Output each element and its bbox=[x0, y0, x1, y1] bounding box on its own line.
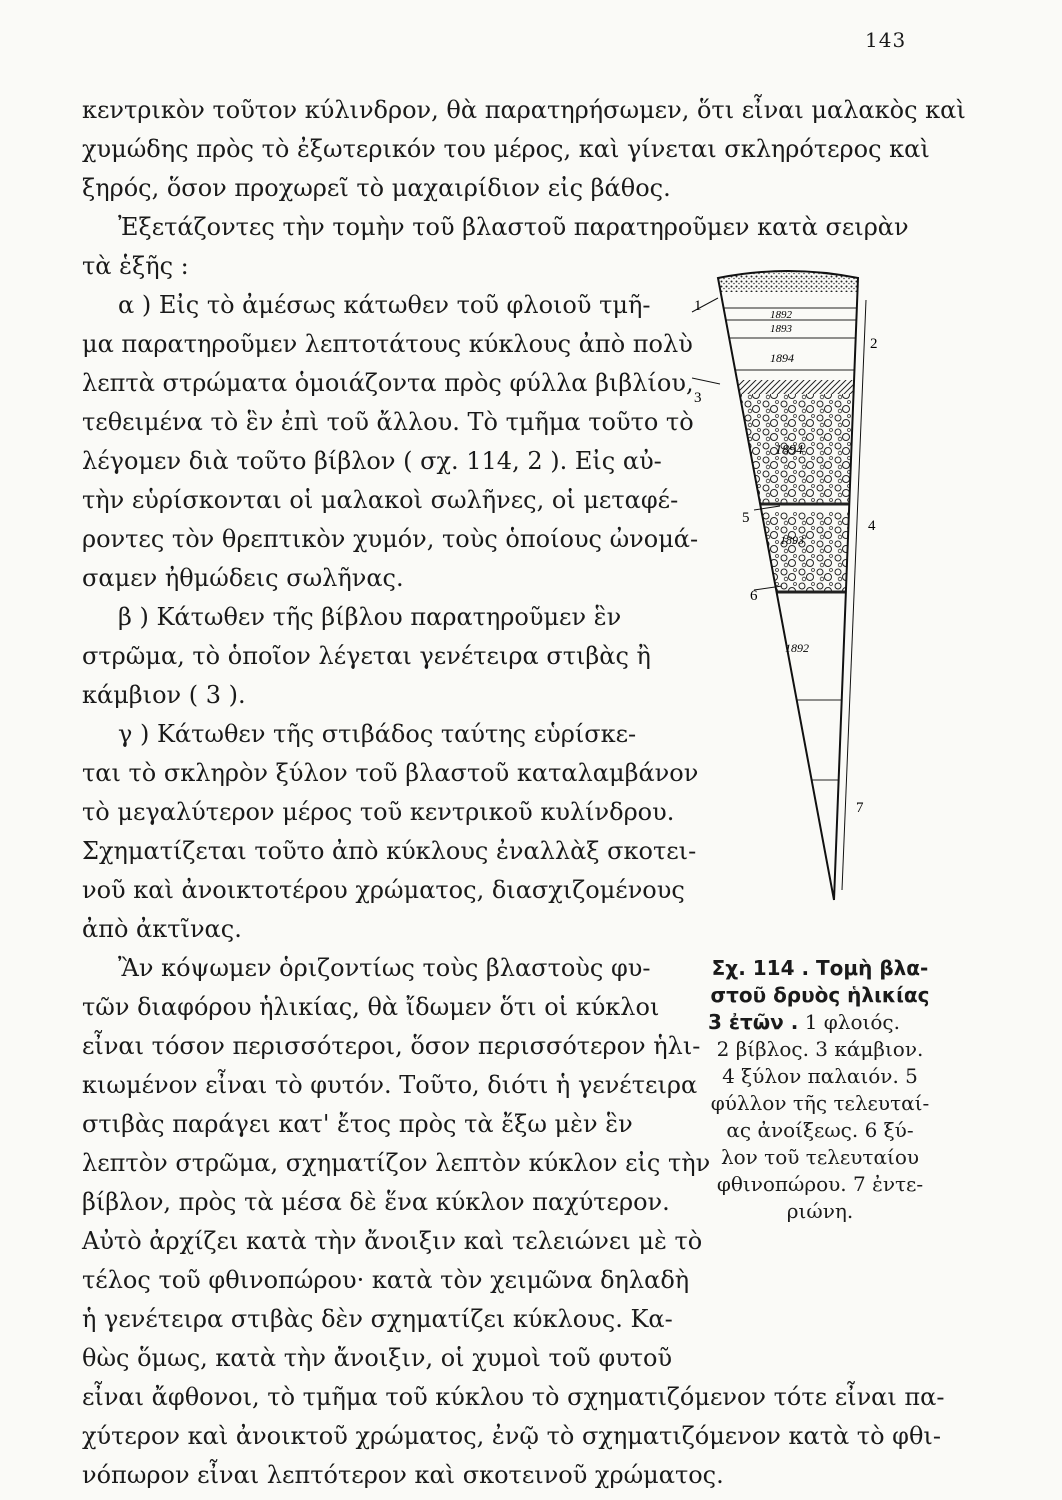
text-line: στρῶμα, τὸ ὁποῖον λέγεται γενέτειρα στιβὰς ἢ bbox=[82, 642, 651, 670]
text-line: β ) Κάτωθεν τῆς βίβλου παρατηροῦμεν ἓν bbox=[118, 603, 622, 631]
text-line: τέλος τοῦ φθινοπώρου· κατὰ τὸν χειμῶνα δηλαδὴ bbox=[82, 1266, 690, 1294]
ring-label: 1893 bbox=[780, 533, 804, 547]
text-line: ροντες τὸν θρεπτικὸν χυμόν, τοὺς ὁποίους ὠνομά- bbox=[82, 525, 699, 553]
text-line: ται τὸ σκληρὸν ξύλον τοῦ βλαστοῦ καταλαμβάνον bbox=[82, 759, 699, 787]
caption-title-line: Σχ. 114 . Τομὴ βλα- bbox=[711, 956, 929, 980]
text-line: μα παρατηροῦμεν λεπτοτάτους κύκλους ἀπὸ πολὺ bbox=[82, 330, 693, 358]
text-line: εἶναι τόσον περισσότεροι, ὅσον περισσότερον ἡλι- bbox=[82, 1032, 701, 1060]
number-label: 7 bbox=[856, 800, 864, 816]
text-line: τὸ μεγαλύτερον μέρος τοῦ κεντρικοῦ κυλίνδρου. bbox=[82, 798, 675, 826]
text-line: νοῦ καὶ ἀνοικτοτέρου χρώματος, διασχιζομένους bbox=[82, 876, 685, 904]
text-line: α ) Εἰς τὸ ἀμέσως κάτωθεν τοῦ φλοιοῦ τμῆ- bbox=[118, 291, 651, 319]
text-line: τῶν διαφόρου ἡλικίας, θὰ ἴδωμεν ὅτι οἱ κύκλοι bbox=[82, 993, 660, 1021]
text-line: Ἂν κόψωμεν ὁριζοντίως τοὺς βλαστοὺς φυ- bbox=[118, 954, 651, 982]
caption-title-line: 3 ἐτῶν . 1 φλοιός. bbox=[708, 1010, 900, 1034]
caption-text-line: φύλλον τῆς τελευταί- bbox=[710, 1091, 930, 1115]
number-label: 5 bbox=[742, 510, 750, 526]
text-line: λέγομεν διὰ τοῦτο βίβλον ( σχ. 114, 2 ). Εἰς αὐ- bbox=[82, 447, 662, 475]
text-line: τὴν εὑρίσκονται οἱ μαλακοὶ σωλῆνες, οἱ μεταφέ- bbox=[82, 486, 679, 514]
caption-text-line: 4 ξύλον παλαιόν. 5 bbox=[722, 1064, 918, 1088]
caption-text-line: 2 βίβλος. 3 κάμβιον. bbox=[716, 1037, 924, 1061]
text-line: χυμώδης πρὸς τὸ ἐξωτερικόν του μέρος, καὶ γίνεται σκληρότερος καὶ bbox=[82, 135, 930, 163]
text-line: κεντρικὸν τοῦτον κύλινδρον, θὰ παρατηρήσωμεν, ὅτι εἶναι μαλακὸς καὶ bbox=[82, 96, 966, 124]
text-line: κιωμένον εἶναι τὸ φυτόν. Τοῦτο, διότι ἡ γενέτειρα bbox=[82, 1071, 698, 1099]
page-number: 143 bbox=[865, 28, 907, 52]
text-line: λεπτὰ στρώματα ὁμοιάζοντα πρὸς φύλλα βιβλίου, bbox=[82, 369, 694, 397]
text-line: τὰ ἑξῆς : bbox=[82, 252, 189, 280]
text-line: Ἐξετάζοντες τὴν τομὴν τοῦ βλαστοῦ παρατηροῦμεν κατὰ σειρὰν bbox=[118, 213, 909, 241]
ring-label: 1892 bbox=[785, 641, 809, 655]
number-label: 2 bbox=[870, 336, 878, 352]
text-line: λεπτὸν στρῶμα, σχηματίζον λεπτὸν κύκλον εἰς τὴν bbox=[82, 1149, 711, 1177]
text-line: ἀπὸ ἀκτῖνας. bbox=[82, 915, 242, 943]
text-line: ἡ γενέτειρα στιβὰς δὲν σχηματίζει κύκλους. Κα- bbox=[82, 1305, 673, 1333]
caption-text-line: φθινοπώρου. 7 ἐντε- bbox=[716, 1172, 924, 1196]
caption-title-line: στοῦ δρυὸς ἡλικίας bbox=[710, 983, 930, 1007]
text-line: τεθειμένα τὸ ἓν ἐπὶ τοῦ ἄλλου. Τὸ τμῆμα τοῦτο τὸ bbox=[82, 408, 694, 436]
caption-text-line: ας ἀνοίξεως. 6 ξύ- bbox=[726, 1118, 914, 1142]
number-label: 4 bbox=[868, 518, 876, 534]
text-line: σαμεν ἠθμώδεις σωλῆνας. bbox=[82, 564, 404, 592]
text-line: στιβὰς παράγει κατ' ἔτος πρὸς τὰ ἔξω μὲν ἓν bbox=[82, 1110, 633, 1138]
number-label: 6 bbox=[750, 588, 758, 604]
text-line: χύτερον καὶ ἀνοικτοῦ χρώματος, ἐνῷ τὸ σχηματιζόμενον κατὰ τὸ φθι- bbox=[82, 1422, 941, 1450]
number-label: 3 bbox=[694, 390, 702, 406]
spring-wood-1893 bbox=[690, 512, 910, 592]
text-line: θὼς ὅμως, κατὰ τὴν ἄνοιξιν, οἱ χυμοὶ τοῦ φυτοῦ bbox=[82, 1344, 673, 1372]
text-line: νόπωρον εἶναι λεπτότερον καὶ σκοτεινοῦ χρώματος. bbox=[82, 1461, 724, 1489]
caption-text-line: ριώνη. bbox=[786, 1199, 854, 1223]
cambium-layer bbox=[690, 380, 910, 394]
text-line: εἶναι ἄφθονοι, τὸ τμῆμα τοῦ κύκλου τὸ σχηματιζόμενον τότε εἶναι πα- bbox=[82, 1383, 945, 1411]
text-line: βίβλον, πρὸς τὰ μέσα δὲ ἕνα κύκλον παχύτερον. bbox=[82, 1188, 670, 1216]
ring-label: 1893 bbox=[770, 323, 792, 335]
ring-label: 1894 bbox=[775, 443, 803, 458]
number-label: 1 bbox=[694, 298, 702, 314]
figure-caption bbox=[700, 955, 940, 1225]
text-line: Σχηματίζεται τοῦτο ἀπὸ κύκλους ἐναλλὰξ σκοτει- bbox=[82, 837, 697, 865]
oak-stem-section-figure bbox=[690, 260, 910, 930]
caption-text-line: λον τοῦ τελευταίου bbox=[720, 1145, 920, 1169]
text-line: κάμβιον ( 3 ). bbox=[82, 681, 246, 709]
text-line: Αὐτὸ ἀρχίζει κατὰ τὴν ἄνοιξιν καὶ τελειώνει μὲ τὸ bbox=[82, 1227, 703, 1255]
text-line: γ ) Κάτωθεν τῆς στιβάδος ταύτης εὑρίσκε- bbox=[118, 720, 637, 748]
ring-label: 1892 bbox=[770, 309, 792, 321]
text-line: ξηρός, ὅσον προχωρεῖ τὸ μαχαιρίδιον εἰς βάθος. bbox=[82, 174, 671, 202]
ring-label: 1894 bbox=[770, 351, 794, 365]
